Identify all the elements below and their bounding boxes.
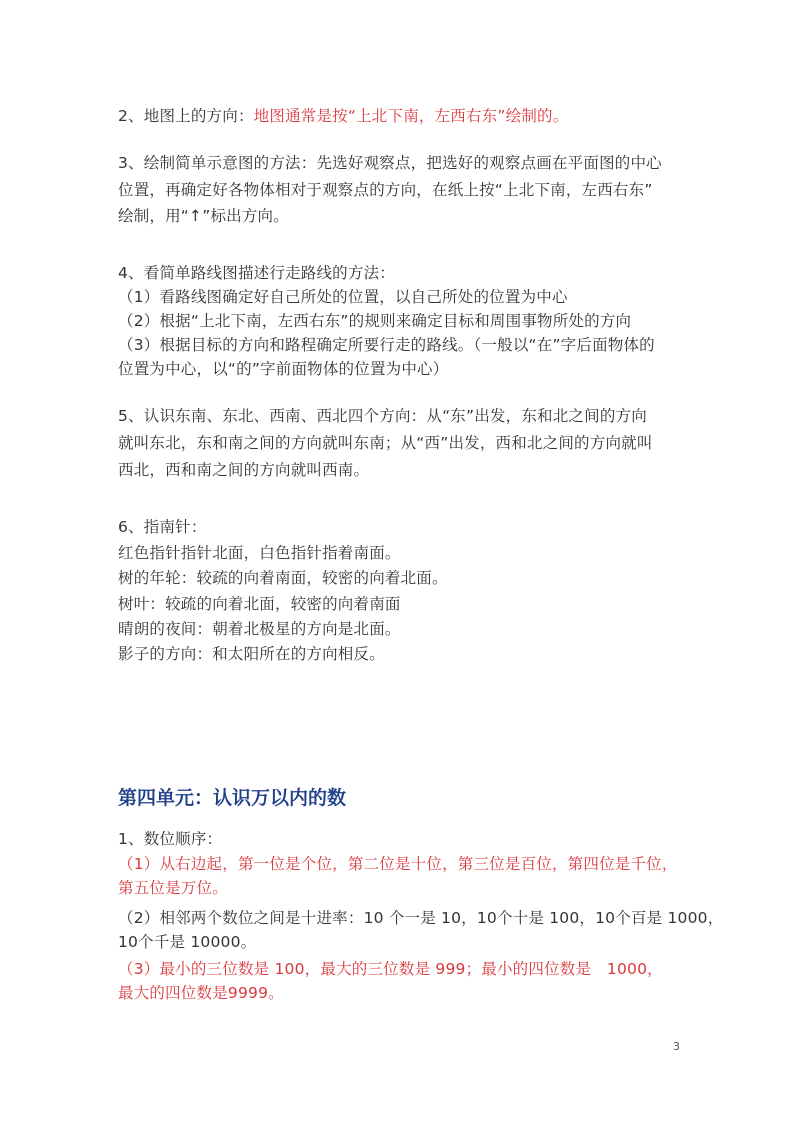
- section-4-line-1: 4、看简单路线图描述行走路线的方法：: [118, 264, 395, 282]
- section-6-line-3: 树的年轮：较疏的向着南面，较密的向着北面。: [118, 569, 448, 587]
- unit-4-line-5: 10个千是 10000。: [118, 933, 257, 951]
- section-4-line-4: （3）根据目标的方向和路程确定所要行走的路线。（一般以“在”字后面物体的: [118, 336, 655, 354]
- section-6-line-2: 红色指针指针北面，白色指针指着南面。: [118, 544, 401, 562]
- section-3-line-2: 位置，再确定好各物体相对于观察点的方向，在纸上按“上北下南，左西右东”: [118, 181, 653, 199]
- section-2-prefix: 2、地图上的方向：: [118, 107, 254, 125]
- unit-4-line-3: 第五位是万位。: [118, 879, 228, 897]
- section-3-line-1: 3、绘制简单示意图的方法：先选好观察点，把选好的观察点画在平面图的中心: [118, 154, 662, 172]
- section-6-line-4: 树叶：较疏的向着北面，较密的向着南面: [118, 595, 401, 613]
- section-3-line-3: 绘制，用“↑”标出方向。: [118, 207, 289, 225]
- unit-4-line-7: 最大的四位数是9999。: [118, 984, 284, 1002]
- unit-4-line-4: （2）相邻两个数位之间是十进率：10 个一是 10，10个十是 100，10个百是 1000，: [118, 909, 724, 927]
- section-5-line-3: 西北，西和南之间的方向就叫西南。: [118, 461, 370, 479]
- section-5-line-1: 5、认识东南、东北、西南、西北四个方向：从“东”出发，东和北之间的方向: [118, 407, 647, 425]
- unit-4-line-6: （3）最小的三位数是 100，最大的三位数是 999；最小的四位数是 1000，: [118, 960, 663, 978]
- section-6-line-6: 影子的方向：和太阳所在的方向相反。: [118, 645, 385, 663]
- unit-4-line-1: 1、数位顺序：: [118, 830, 223, 848]
- section-4-line-2: （1）看路线图确定好自己所处的位置，以自己所处的位置为中心: [118, 288, 568, 306]
- section-2-line: [118, 106, 568, 126]
- section-6-line-5: 晴朗的夜间：朝着北极星的方向是北面。: [118, 620, 401, 638]
- section-4-line-5: 位置为中心，以“的”字前面物体的位置为中心）: [118, 360, 449, 378]
- section-2-red-text: 地图通常是按“上北下南，左西右东”绘制的。: [253, 107, 569, 125]
- section-5-line-2: 就叫东北，东和南之间的方向就叫东南；从“西”出发，西和北之间的方向就叫: [118, 434, 653, 452]
- section-4-line-3: （2）根据“上北下南，左西右东”的规则来确定目标和周围事物所处的方向: [118, 312, 632, 330]
- unit-4-line-2: （1）从右边起，第一位是个位，第二位是十位，第三位是百位，第四位是千位，: [118, 855, 678, 873]
- section-6-line-1: 6、指南针：: [118, 518, 207, 536]
- unit-4-heading: 第四单元：认识万以内的数: [118, 787, 347, 809]
- page-number: 3: [673, 1040, 680, 1053]
